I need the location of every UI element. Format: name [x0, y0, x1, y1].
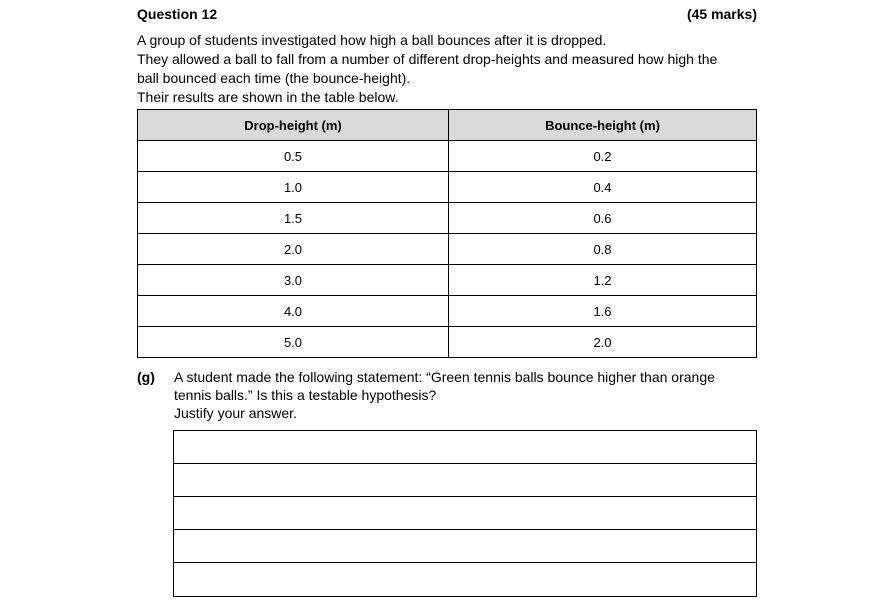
question-intro: [137, 31, 757, 107]
bounce-height-cell: 2.0: [449, 327, 757, 358]
table-row: [138, 203, 757, 234]
bounce-height-cell: 1.2: [449, 265, 757, 296]
answer-line[interactable]: [174, 497, 756, 530]
column-header-bounce-height: Bounce-height (m): [449, 110, 757, 141]
table-row: [138, 234, 757, 265]
part-g-instruction: Justify your answer.: [174, 405, 297, 421]
table-row: [138, 172, 757, 203]
intro-line-1: A group of students investigated how high a ball bounces after it is dropped.: [137, 32, 607, 48]
table-row: [138, 265, 757, 296]
results-table: [137, 109, 757, 358]
part-label: (g): [137, 369, 155, 385]
intro-line-3: Their results are shown in the table below.: [137, 89, 399, 105]
table-header-row: [138, 110, 757, 141]
table-row: [138, 296, 757, 327]
answer-box[interactable]: [173, 430, 757, 597]
part-g-statement: A student made the following statement: “Green tennis balls bounce higher than orange tennis balls.” Is this a testable hypothesis?: [174, 369, 715, 403]
answer-line[interactable]: [174, 464, 756, 497]
drop-height-cell: 4.0: [138, 296, 449, 327]
drop-height-cell: 0.5: [138, 141, 449, 172]
column-header-drop-height: Drop-height (m): [138, 110, 449, 141]
bounce-height-cell: 0.6: [449, 203, 757, 234]
drop-height-cell: 2.0: [138, 234, 449, 265]
drop-height-cell: 1.0: [138, 172, 449, 203]
bounce-height-cell: 0.8: [449, 234, 757, 265]
drop-height-cell: 1.5: [138, 203, 449, 234]
answer-line[interactable]: [174, 530, 756, 563]
question-title: Question 12: [137, 6, 218, 22]
bounce-height-cell: 0.2: [449, 141, 757, 172]
drop-height-cell: 5.0: [138, 327, 449, 358]
table-row: [138, 141, 757, 172]
answer-line[interactable]: [174, 563, 756, 596]
answer-line[interactable]: [174, 431, 756, 464]
drop-height-cell: 3.0: [138, 265, 449, 296]
part-g-text: [174, 368, 754, 422]
intro-line-2: They allowed a ball to fall from a number of different drop-heights and measured how high the ball bounced each time (the bounce-height).: [137, 51, 718, 86]
bounce-height-cell: 0.4: [449, 172, 757, 203]
table-row: [138, 327, 757, 358]
question-header: [137, 6, 757, 24]
question-marks: (45 marks): [686, 6, 757, 22]
bounce-height-cell: 1.6: [449, 296, 757, 327]
